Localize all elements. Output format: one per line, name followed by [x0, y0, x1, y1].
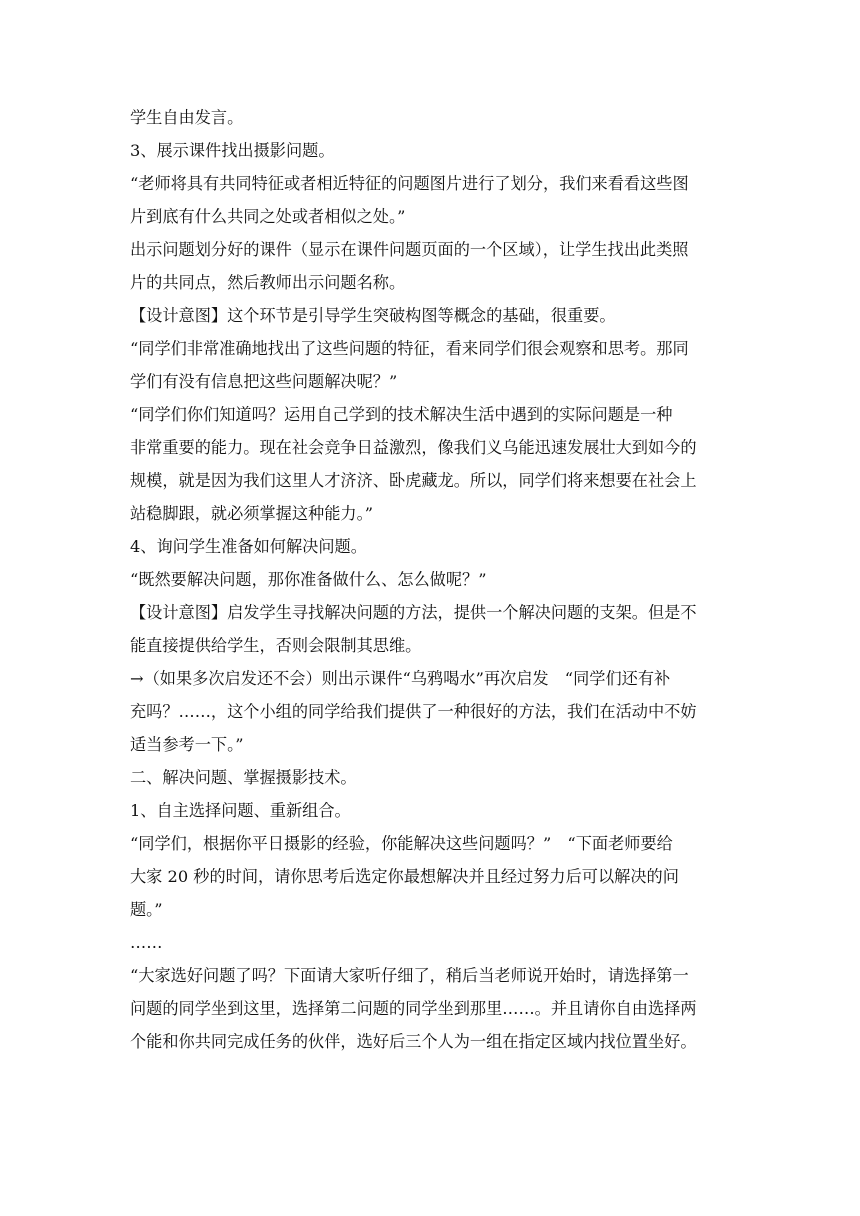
text-line: “大家选好问题了吗？下面请大家听仔细了，稍后当老师说开始时，请选择第一 [130, 966, 689, 985]
text-line: “既然要解决问题，那你准备做什么、怎么做呢？” [130, 570, 487, 589]
text-line: 规模，就是因为我们这里人才济济、卧虎藏龙。所以，同学们将来想要在社会上 [130, 471, 697, 490]
text-line: “老师将具有共同特征或者相近特征的问题图片进行了划分，我们来看看这些图 [130, 174, 689, 193]
ellipsis-line: …… [130, 933, 163, 952]
text-line: “同学们，根据你平日摄影的经验，你能解决这些问题吗？” “下面老师要给 [130, 834, 673, 853]
text-line: 学们有没有信息把这些问题解决呢？” [130, 372, 398, 391]
text-line: 个能和你共同完成任务的伙伴，选好后三个人为一组在指定区域内找位置坐好。 [130, 1032, 697, 1051]
text-line: 充吗？……，这个小组的同学给我们提供了一种很好的方法，我们在活动中不妨 [130, 702, 697, 721]
text-line: “同学们你们知道吗？运用自己学到的技术解决生活中遇到的实际问题是一种 [130, 405, 673, 424]
text-line: 适当参考一下。” [130, 735, 244, 754]
section-heading: 二、解决问题、掌握摄影技术。 [130, 768, 357, 787]
text-line: 片的共同点，然后教师出示问题名称。 [130, 273, 406, 292]
text-line: 出示问题划分好的课件（显示在课件问题页面的一个区域），让学生找出此类照 [130, 240, 689, 259]
design-intent-line: 【设计意图】启发学生寻找解决问题的方法，提供一个解决问题的支架。但是不 [130, 603, 697, 622]
document-body [130, 105, 738, 1062]
text-line: 能直接提供给学生，否则会限制其思维。 [130, 636, 422, 655]
text-line: 学生自由发言。 [130, 108, 244, 127]
text-line: 片到底有什么共同之处或者相似之处。” [130, 207, 406, 226]
text-line: 大家 20 秒的时间，请你思考后选定你最想解决并且经过努力后可以解决的问 [130, 867, 679, 886]
text-line: 站稳脚跟，就必须掌握这种能力。” [130, 504, 373, 523]
section-heading: 1、自主选择问题、重新组合。 [130, 801, 351, 820]
text-line: →（如果多次启发还不会）则出示课件“乌鸦喝水”再次启发 “同学们还有补 [130, 669, 671, 688]
text-line: 题。” [130, 900, 163, 919]
text-line: 非常重要的能力。现在社会竞争日益激烈，像我们义乌能迅速发展壮大到如今的 [130, 438, 697, 457]
text-line: “同学们非常准确地找出了这些问题的特征，看来同学们很会观察和思考。那同 [130, 339, 689, 358]
text-line: 问题的同学坐到这里，选择第二问题的同学坐到那里……。并且请你自由选择两 [130, 999, 697, 1018]
section-heading: 4、询问学生准备如何解决问题。 [130, 537, 367, 556]
design-intent-line: 【设计意图】这个环节是引导学生突破构图等概念的基础，很重要。 [130, 306, 616, 325]
section-heading: 3、展示课件找出摄影问题。 [130, 141, 335, 160]
